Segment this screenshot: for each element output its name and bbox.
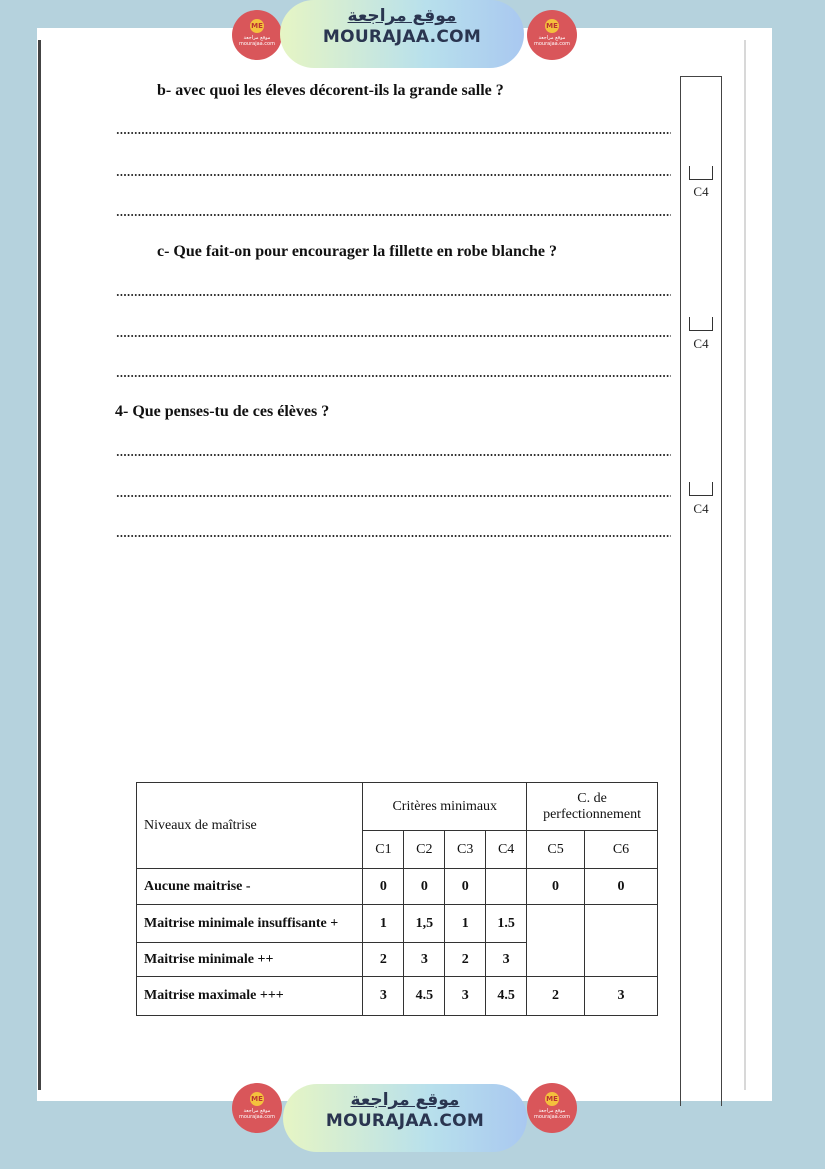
score-cell — [585, 905, 658, 977]
criterion-label: C4 — [693, 501, 709, 516]
score-cell: 0 — [404, 869, 445, 905]
score-cell: 3 — [486, 943, 527, 977]
score-cell: 1,5 — [404, 905, 445, 943]
site-logo-left-bottom[interactable]: ME موقع مراجعة mourajaa.com — [232, 1083, 282, 1133]
banner-latin-title: MOURAJAA.COM — [325, 1111, 485, 1131]
site-logo-right[interactable]: ME موقع مراجعة mourajaa.com — [527, 10, 577, 60]
score-cell: 0 — [585, 869, 658, 905]
score-box[interactable] — [689, 482, 713, 496]
criterion-label: C4 — [693, 184, 709, 199]
score-cell: 2 — [363, 943, 404, 977]
answer-line[interactable] — [116, 214, 671, 216]
banner-arabic-title: موقع مراجعة — [350, 1090, 460, 1110]
question-b: b- avec quoi les éleves décorent-ils la grande salle ? — [157, 82, 504, 99]
question-4: 4- Que penses-tu de ces élèves ? — [115, 403, 330, 420]
page-right-border — [744, 40, 746, 1090]
column-header: C4 — [486, 831, 527, 869]
score-cell: 3 — [404, 943, 445, 977]
score-cell: 4.5 — [486, 977, 527, 1016]
score-cell — [486, 869, 527, 905]
level-label: Aucune maitrise - — [137, 869, 363, 905]
table-row — [137, 869, 658, 905]
answer-line[interactable] — [116, 535, 671, 537]
site-logo-right-bottom[interactable]: ME موقع مراجعة mourajaa.com — [527, 1083, 577, 1133]
score-cell: 0 — [445, 869, 486, 905]
column-header: C3 — [445, 831, 486, 869]
score-cell — [527, 905, 585, 977]
score-cell: 4.5 — [404, 977, 445, 1016]
scoring-margin-column — [680, 76, 722, 1106]
table-row — [137, 905, 658, 943]
answer-line[interactable] — [116, 132, 671, 134]
answer-line[interactable] — [116, 454, 671, 456]
logo-badge-icon: ME — [250, 19, 264, 33]
logo-badge-icon: ME — [545, 19, 559, 33]
score-cell: 0 — [363, 869, 404, 905]
answer-line[interactable] — [116, 294, 671, 296]
score-cell: 2 — [527, 977, 585, 1016]
header-minimal-criteria: Critères minimaux — [363, 783, 527, 831]
answer-line[interactable] — [116, 495, 671, 497]
score-cell: 3 — [585, 977, 658, 1016]
grading-table — [136, 782, 658, 1016]
column-header: C5 — [527, 831, 585, 869]
answer-line[interactable] — [116, 335, 671, 337]
answer-line[interactable] — [116, 174, 671, 176]
site-banner-bottom[interactable] — [283, 1084, 527, 1152]
score-cell: 1 — [445, 905, 486, 943]
criterion-label: C4 — [693, 336, 709, 351]
header-perfection-criteria: C. de perfectionnement — [527, 783, 658, 831]
score-cell: 2 — [445, 943, 486, 977]
score-cell: 0 — [527, 869, 585, 905]
score-box[interactable] — [689, 166, 713, 180]
site-banner-top[interactable] — [280, 0, 524, 68]
banner-arabic-title: موقع مراجعة — [347, 6, 457, 26]
level-label: Maitrise minimale insuffisante + — [137, 905, 363, 943]
column-header: C1 — [363, 831, 404, 869]
column-header: C6 — [585, 831, 658, 869]
page-left-border — [38, 40, 41, 1090]
table-row — [137, 977, 658, 1016]
site-logo-left[interactable]: ME موقع مراجعة mourajaa.com — [232, 10, 282, 60]
column-header: C2 — [404, 831, 445, 869]
level-label: Maitrise minimale ++ — [137, 943, 363, 977]
score-cell: 3 — [445, 977, 486, 1016]
answer-line[interactable] — [116, 375, 671, 377]
logo-badge-icon: ME — [545, 1092, 559, 1106]
score-cell: 1.5 — [486, 905, 527, 943]
banner-latin-title: MOURAJAA.COM — [322, 27, 482, 47]
score-cell: 3 — [363, 977, 404, 1016]
logo-badge-icon: ME — [250, 1092, 264, 1106]
score-cell: 1 — [363, 905, 404, 943]
question-c: c- Que fait-on pour encourager la fillette en robe blanche ? — [157, 243, 557, 260]
header-levels: Niveaux de maîtrise — [137, 783, 363, 869]
level-label: Maitrise maximale +++ — [137, 977, 363, 1016]
score-box[interactable] — [689, 317, 713, 331]
